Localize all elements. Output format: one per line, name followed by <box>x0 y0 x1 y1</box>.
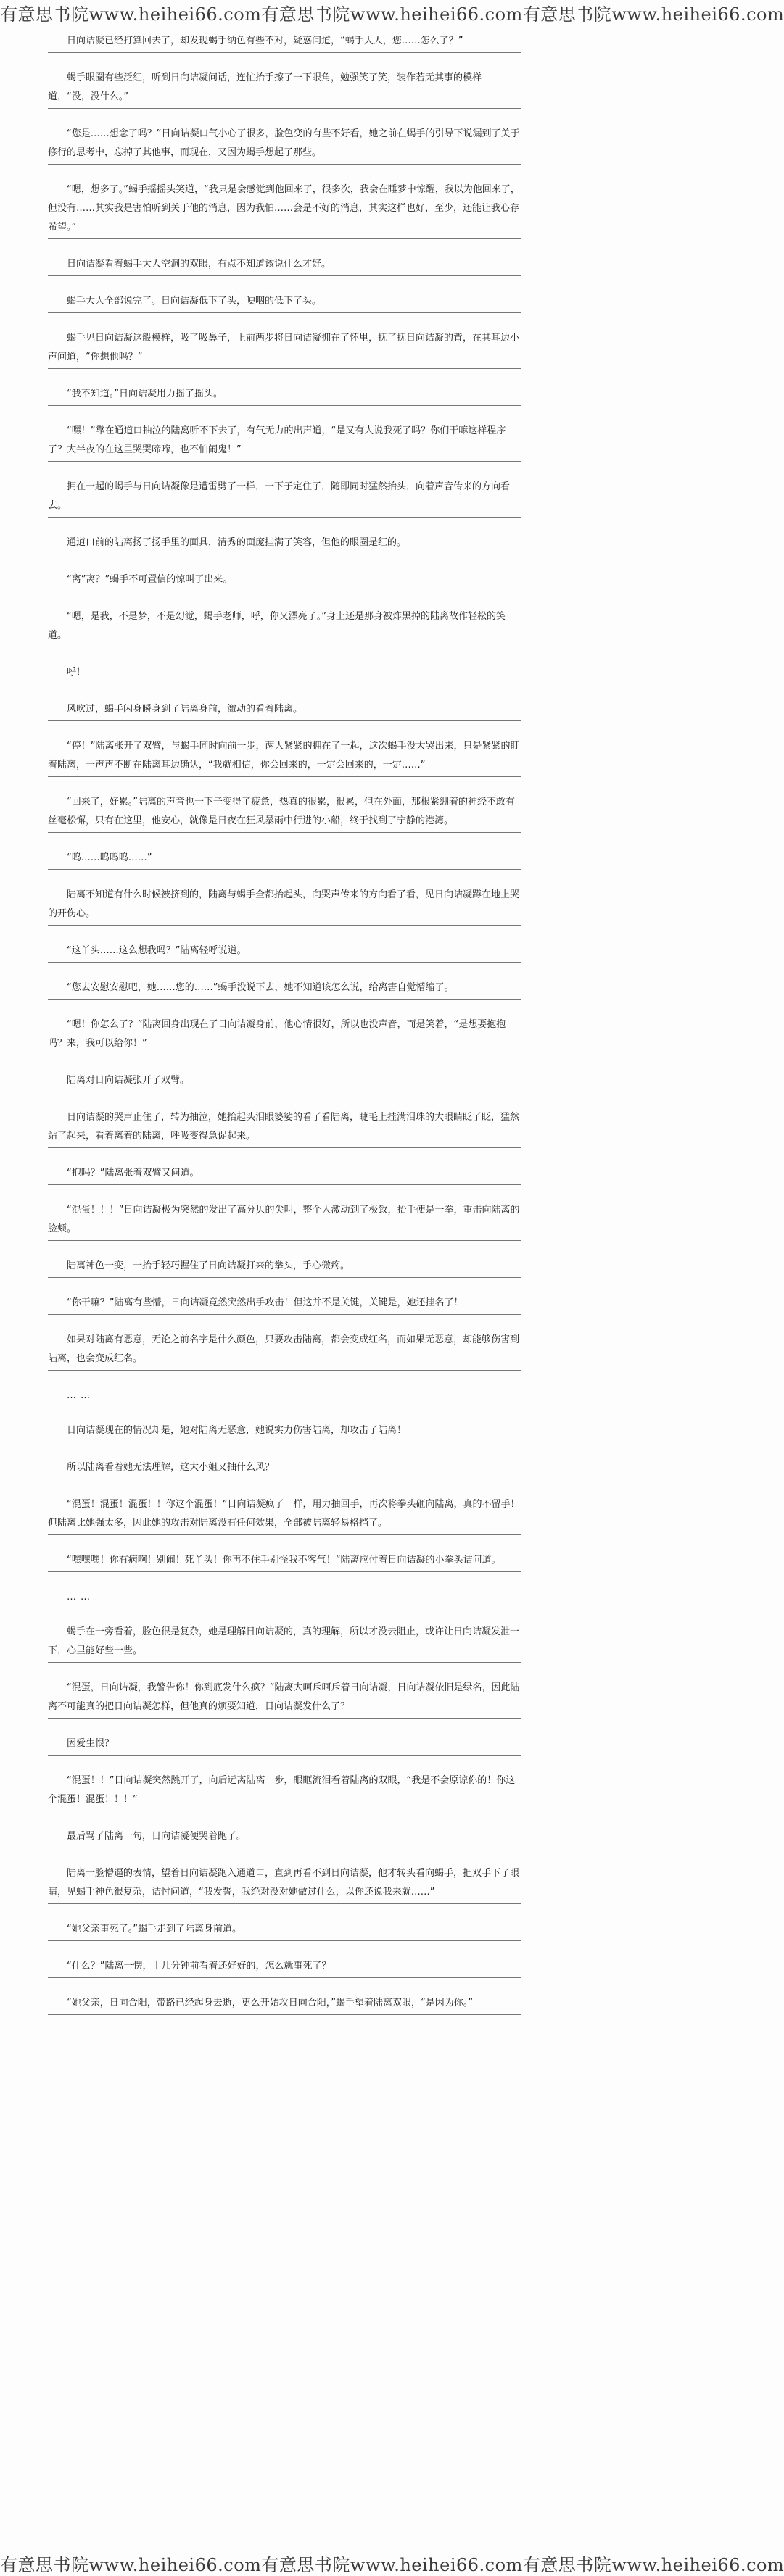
paragraph: 蝎手大人全部说完了。日向诘凝低下了头，哽咽的低下了头。 <box>48 292 521 313</box>
paragraph: “回来了，好累。”陆离的声音也一下子变得了疲惫，热真的很累，很累，但在外面，那根紧绷着的神经不敢有丝毫松懈，只有在这里，他安心，就像是日夜在狂风暴雨中行进的小船，终于找到了宁静的港湾。 <box>48 793 521 833</box>
site-url: www.heihei66.com <box>350 2555 523 2575</box>
paragraph: 呼！ <box>48 663 521 684</box>
paragraph: 所以陆离看着她无法理解，这大小姐又抽什么风？ <box>48 1458 521 1479</box>
paragraph: “嗯！你怎么了？”陆离回身出现在了日向诘凝身前，他心情很好，所以也没声音，而是笑着，“是想要抱抱吗？来，我可以给你！” <box>48 1015 521 1055</box>
paragraph: 蝎手在一旁看着，脸色很是复杂，她是理解日向诘凝的，真的理解，所以才没去阻止，或许让日向诘凝发泄一下，心里能好些一些。 <box>48 1623 521 1663</box>
paragraph: “嘿！”靠在通道口抽泣的陆离听不下去了，有气无力的出声道，“是又有人说我死了吗？你们干嘛这样程序了？大半夜的在这里哭哭啼啼，也不怕闹鬼！” <box>48 422 521 462</box>
paragraph: “停！”陆离张开了双臂，与蝎手同时向前一步，两人紧紧的拥在了一起，这次蝎手没大哭出来，只是紧紧的盯着陆离，一声声不断在陆离耳边确认，“我就相信，你会回来的，一定会回来的，一定……” <box>48 737 521 777</box>
paragraph: 蝎手眼圈有些泛红，听到日向诘凝问话，连忙抬手擦了一下眼角，勉强笑了笑，装作若无其事的模样道，“没，没什么。” <box>48 69 521 109</box>
paragraph: “这丫头……这么想我吗？”陆离轻呼说道。 <box>48 942 521 963</box>
site-name: 有意思书院 <box>0 2555 89 2575</box>
site-name: 有意思书院 <box>261 2555 350 2575</box>
site-name: 有意思书院 <box>0 4 89 25</box>
site-url: www.heihei66.com <box>88 4 262 25</box>
paragraph: “混蛋，日向诘凝，我警告你！你到底发什么疯？”陆离大呵斥呵斥着日向诘凝，日向诘凝依旧是绿名，因此陆离不可能真的把日向诘凝怎样，但他真的烦要知道，日向诘凝发什么了？ <box>48 1679 521 1719</box>
paragraph: “你干嘛？”陆离有些懵，日向诘凝竟然突然出手攻击！但这并不是关键，关键是，她还挂名了！ <box>48 1294 521 1315</box>
paragraph: 陆离一脸懵逼的表情，望着日向诘凝跑入通道口，直到再看不到日向诘凝，他才转头看向蝎手，把双手下了眼睛，见蝎手神色很复杂，诘忖问道，“我发誓，我绝对没对她做过什么，以你还说我来就……” <box>48 1864 521 1904</box>
paragraph: 陆离神色一变，一抬手轻巧握住了日向诘凝打来的拳头，手心微疼。 <box>48 1257 521 1278</box>
paragraph: “离”离？”蝎手不可置信的惊叫了出来。 <box>48 570 521 591</box>
site-header-watermark <box>0 0 784 25</box>
paragraph: 如果对陆离有恶意，无论之前名字是什么颜色，只要攻击陆离，都会变成红名，而如果无恶意，却能够伤害到陆离，也会变成红名。 <box>48 1331 521 1371</box>
site-url: www.heihei66.com <box>350 4 523 25</box>
paragraph: 因爱生恨？ <box>48 1734 521 1756</box>
paragraph: “抱吗？”陆离张着双臂又问道。 <box>48 1164 521 1185</box>
paragraph: “她父亲，日向合阳，带路已经起身去逝，更么开始攻日向合阳，”蝎手望着陆离双眼，“是因为你。” <box>48 1994 521 2015</box>
site-name: 有意思书院 <box>522 4 612 25</box>
paragraph: 陆离不知道有什么时候被挤到的，陆离与蝎手全都抬起头，向哭声传来的方向看了看，见日向诘凝蹲在地上哭的开伤心。 <box>48 886 521 926</box>
scene-break-dots: …… <box>67 1592 94 1603</box>
paragraph: 拥在一起的蝎手与日向诘凝像是遭雷劈了一样，一下子定住了，随即同时猛然抬头，向着声音传来的方向看去。 <box>48 478 521 518</box>
paragraph: “我不知道。”日向诘凝用力摇了摇头。 <box>48 385 521 406</box>
paragraph: 通道口前的陆离扬了扬手里的面具，清秀的面庞挂满了笑容，但他的眼圈是红的。 <box>48 533 521 554</box>
paragraph: “呜……呜呜呜……” <box>48 849 521 870</box>
paragraph: “您去安慰安慰吧，她……您的……”蝎手没说下去，她不知道该怎么说，给离害自觉懵缩了。 <box>48 979 521 1000</box>
paragraph: “嘿嘿嘿！你有病啊！别闹！死丫头！你再不住手别怪我不客气！”陆离应付着日向诘凝的小拳头诘问道。 <box>48 1551 521 1572</box>
paragraph: 日向诘凝已经打算回去了，却发现蝎手纳色有些不对，疑惑问道，“蝎手大人，您……怎么了？” <box>48 32 521 53</box>
paragraph: “混蛋！！”日向诘凝突然跳开了，向后远离陆离一步，眼眶流泪看着陆离的双眼，“我是不会原谅你的！你这个混蛋！混蛋！！！” <box>48 1771 521 1811</box>
paragraph: “您是……想念了吗？”日向诘凝口气小心了很多，脸色变的有些不好看，她之前在蝎手的引导下说漏到了关于修行的思考中，忘掉了其他事，而现在，又因为蝎手想起了那些。 <box>48 125 521 165</box>
site-name: 有意思书院 <box>261 4 350 25</box>
paragraph: 日向诘凝现在的情况却是，她对陆离无恶意，她说实力伤害陆离，却攻击了陆离！ <box>48 1421 521 1442</box>
site-url: www.heihei66.com <box>611 4 784 25</box>
site-name: 有意思书院 <box>522 2555 612 2575</box>
paragraph: “嗯，是我，不是梦，不是幻觉，蝎手老师，呼，你又漂亮了。”身上还是那身被炸黑掉的陆离故作轻松的笑道。 <box>48 607 521 647</box>
paragraph: 风吹过，蝎手闪身瞬身到了陆离身前，激动的看着陆离。 <box>48 700 521 721</box>
paragraph: “嗯，想多了。”蝎手摇摇头笑道，“我只是会感觉到他回来了，很多次，我会在睡梦中惊醒，我以为他回来了，但没有……其实我是害怕听到关于他的消息，因为我怕……会是不好的消息，其实这样也好，至少，还能让我心存希望。” <box>48 180 521 239</box>
paragraph: “混蛋！混蛋！混蛋！！你这个混蛋！”日向诘凝疯了一样，用力抽回手，再次将拳头砸向陆离，真的不留手！但陆离比她强太多，因此她的攻击对陆离没有任何效果，全部被陆离轻易格挡了。 <box>48 1495 521 1535</box>
site-url: www.heihei66.com <box>611 2555 784 2575</box>
paragraph: “混蛋！！！”日向诘凝极为突然的发出了高分贝的尖叫，整个人激动到了极致，抬手便是一拳，重击向陆离的脸颊。 <box>48 1201 521 1241</box>
paragraph: “什么？”陆离一愣，十几分钟前看着还好好的，怎么就事死了？ <box>48 1957 521 1978</box>
paragraph: 日向诘凝看着蝎手大人空洞的双眼，有点不知道该说什么才好。 <box>48 255 521 276</box>
site-url: www.heihei66.com <box>88 2555 262 2575</box>
chapter-body <box>48 32 521 2031</box>
site-footer-watermark <box>0 2551 784 2575</box>
paragraph: 蝎手见日向诘凝这般模样，吸了吸鼻子，上前两步将日向诘凝拥在了怀里，抚了抚日向诘凝的背，在其耳边小声问道，“你想他吗？” <box>48 329 521 369</box>
scene-break-dots: …… <box>67 1390 94 1401</box>
paragraph: 最后骂了陆离一句，日向诘凝便哭着跑了。 <box>48 1827 521 1848</box>
paragraph: “她父亲事死了。”蝎手走到了陆离身前道。 <box>48 1920 521 1941</box>
paragraph: 日向诘凝的哭声止住了，转为抽泣，她抬起头泪眼婆娑的看了看陆离，睫毛上挂满泪珠的大眼睛眨了眨，猛然站了起来，看着离着的陆离，呼吸变得急促起来。 <box>48 1108 521 1148</box>
paragraph: 陆离对日向诘凝张开了双臂。 <box>48 1071 521 1092</box>
